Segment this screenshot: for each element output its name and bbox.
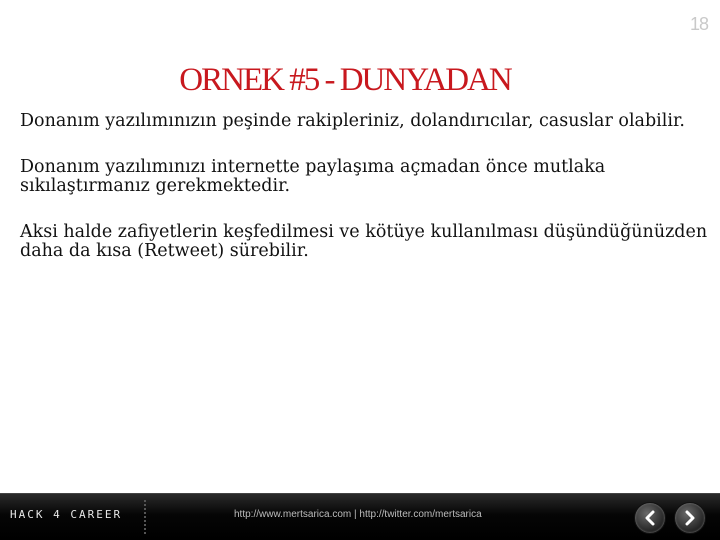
footer-logo: HACK 4 CAREER xyxy=(10,508,123,521)
footer-divider xyxy=(144,500,148,534)
chevron-left-icon xyxy=(643,510,657,526)
footer-bar xyxy=(0,493,720,540)
previous-slide-button[interactable] xyxy=(634,502,666,534)
slide-title: ORNEK #5 - DUNYADAN xyxy=(179,62,511,99)
slide-content xyxy=(20,112,710,288)
paragraph-2: Donanım yazılımınızı internette paylaşıma açmadan önce mutlaka sıkılaştırmanız gerekmektedir. xyxy=(20,157,606,196)
next-slide-button[interactable] xyxy=(674,502,706,534)
footer-links: http://www.mertsarica.com | http://twitter.com/mertsarica xyxy=(234,509,482,520)
slide-number: 18 xyxy=(689,14,708,34)
paragraph-3: Aksi halde zafiyetlerin keşfedilmesi ve kötüye kullanılması düşündüğünüzden daha da kısa (Retweet) sürebilir. xyxy=(20,222,708,261)
paragraph-1: Donanım yazılımınızın peşinde rakipleriniz, dolandırıcılar, casuslar olabilir. xyxy=(20,111,685,131)
chevron-right-icon xyxy=(683,510,697,526)
